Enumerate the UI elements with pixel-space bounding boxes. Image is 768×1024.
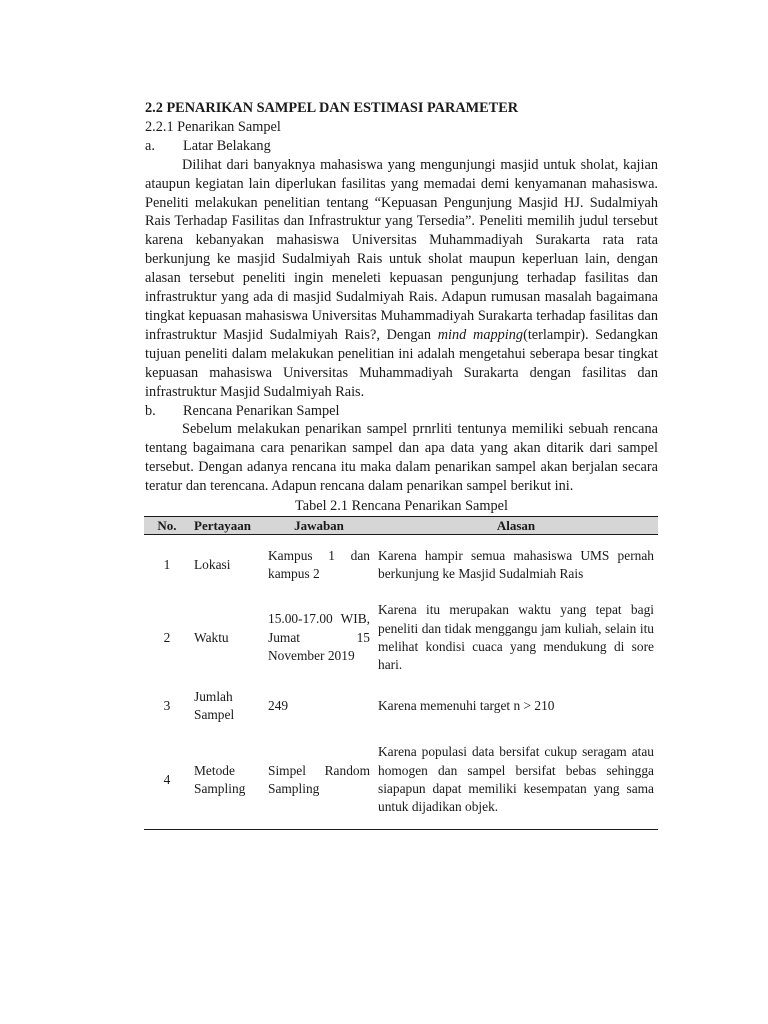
cell-question: Metode Sampling: [190, 731, 264, 830]
cell-question: Lokasi: [194, 556, 231, 572]
list-title-a: Latar Belakang: [183, 137, 271, 154]
cell-no: 4: [144, 731, 190, 830]
table-caption: Tabel 2.1 Rencana Penarikan Sampel: [295, 498, 508, 515]
list-item-b: [145, 402, 658, 421]
header-answer: Jawaban: [264, 516, 374, 534]
table-row: [144, 681, 658, 731]
table-header-row: [144, 516, 658, 534]
cell-no: 3: [163, 697, 171, 713]
header-reason: Alasan: [374, 516, 658, 534]
cell-reason: Karena populasi data bersifat cukup seragam atau homogen dan sampel bersifat bebas sehingga siapapun dapat memiliki kesempatan yang sama untuk dijadikan objek.: [374, 731, 658, 830]
paragraph-a-part2: (terlampir). Sedangkan tujuan peneliti dalam melakukan penelitian ini adalah mengetahui seberapa besar tingkat kepuasan mahasiswa Universitas Muhammadiyah Surakarta dengan fasilitas dan infrastruktur Masjid Sudalmiyah Rais.: [145, 326, 658, 400]
list-item-a: [145, 137, 658, 156]
header-no: No.: [144, 516, 190, 534]
cell-no: 2: [163, 629, 171, 645]
section-title: 2.2 PENARIKAN SAMPEL DAN ESTIMASI PARAMETER: [145, 100, 519, 116]
list-title-b: Rencana Penarikan Sampel: [183, 402, 340, 419]
cell-reason: Karena memenuhi target n > 210: [378, 697, 555, 713]
document-page: [145, 99, 658, 830]
cell-answer: Kampus 1 dan kampus 2: [268, 547, 370, 581]
subsection-title: 2.2.1 Penarikan Sampel: [145, 118, 281, 135]
cell-answer: 249: [268, 697, 289, 713]
cell-reason: Karena hampir semua mahasiswa UMS pernah berkunjung ke Masjid Sudalmiah Rais: [378, 547, 654, 581]
paragraph-a-italic: mind mapping: [437, 326, 524, 343]
list-marker-b: b.: [145, 402, 156, 419]
header-question: Pertayaan: [190, 516, 264, 534]
cell-no: 1: [163, 556, 171, 572]
table-row: [144, 595, 658, 681]
paragraph-a-part1: Dilihat dari banyaknya mahasiswa yang mengunjungi masjid untuk sholat, kajian ataupun kegiatan lain diperlukan fasilitas yang memadai demi kenyamanan mahasiswa. Peneliti melakukan penelitian tentang “Kepuasan Pengunjung Masjid HJ. Sudalmiyah Rais Terhadap Fasilitas dan Infrastruktur yang Tersedia”. Peneliti memilih judul tersebut karena kebanyakan mahasiswa Universitas Muhammadiyah Surakarta rata rata berkunjung ke masjid Sudalmiyah Rais untuk sholat maupun keperluan lain, dengan alasan tersebut peneliti ingin meneleti kepuasan pengunjung terhadap fasilitas dan infrastruktur yang ada di masjid Sudalmiyah Rais. Adapun rumusan masalah bagaimana tingkat kepuasan mahasiswa Universitas Muhammadiyah Surakarta terhadap fasilitas dan infrastruktur Masjid Sudalmiyah Rais?, Dengan: [145, 156, 658, 343]
paragraph-latar-belakang: [145, 156, 658, 402]
cell-answer: Simpel Random Sampling: [264, 731, 374, 830]
table-row: [144, 534, 658, 595]
cell-question: Waktu: [194, 629, 229, 645]
paragraph-rencana: Sebelum melakukan penarikan sampel prnrliti tentunya memiliki sebuah rencana tentang bagaimana cara penarikan sampel dan apa data yang akan ditarik dari sampel tersebut. Dengan adanya rencana itu maka dalam penarikan sampel akan berjalan secara teratur dan terencana. Adapun rencana dalam penarikan sampel berikut ini.: [145, 421, 658, 495]
cell-question: Jumlah Sampel: [194, 688, 235, 722]
cell-answer: 15.00-17.00 WIB, Jumat 15 November 2019: [268, 611, 370, 664]
sampling-plan-table: [144, 516, 658, 830]
cell-reason: Karena itu merupakan waktu yang tepat bagi peneliti dan tidak menggangu jam kuliah, selain itu melihat kondisi cuaca yang mendukung di sore hari.: [378, 602, 654, 673]
table-row: [144, 731, 658, 830]
list-marker-a: a.: [145, 137, 155, 154]
